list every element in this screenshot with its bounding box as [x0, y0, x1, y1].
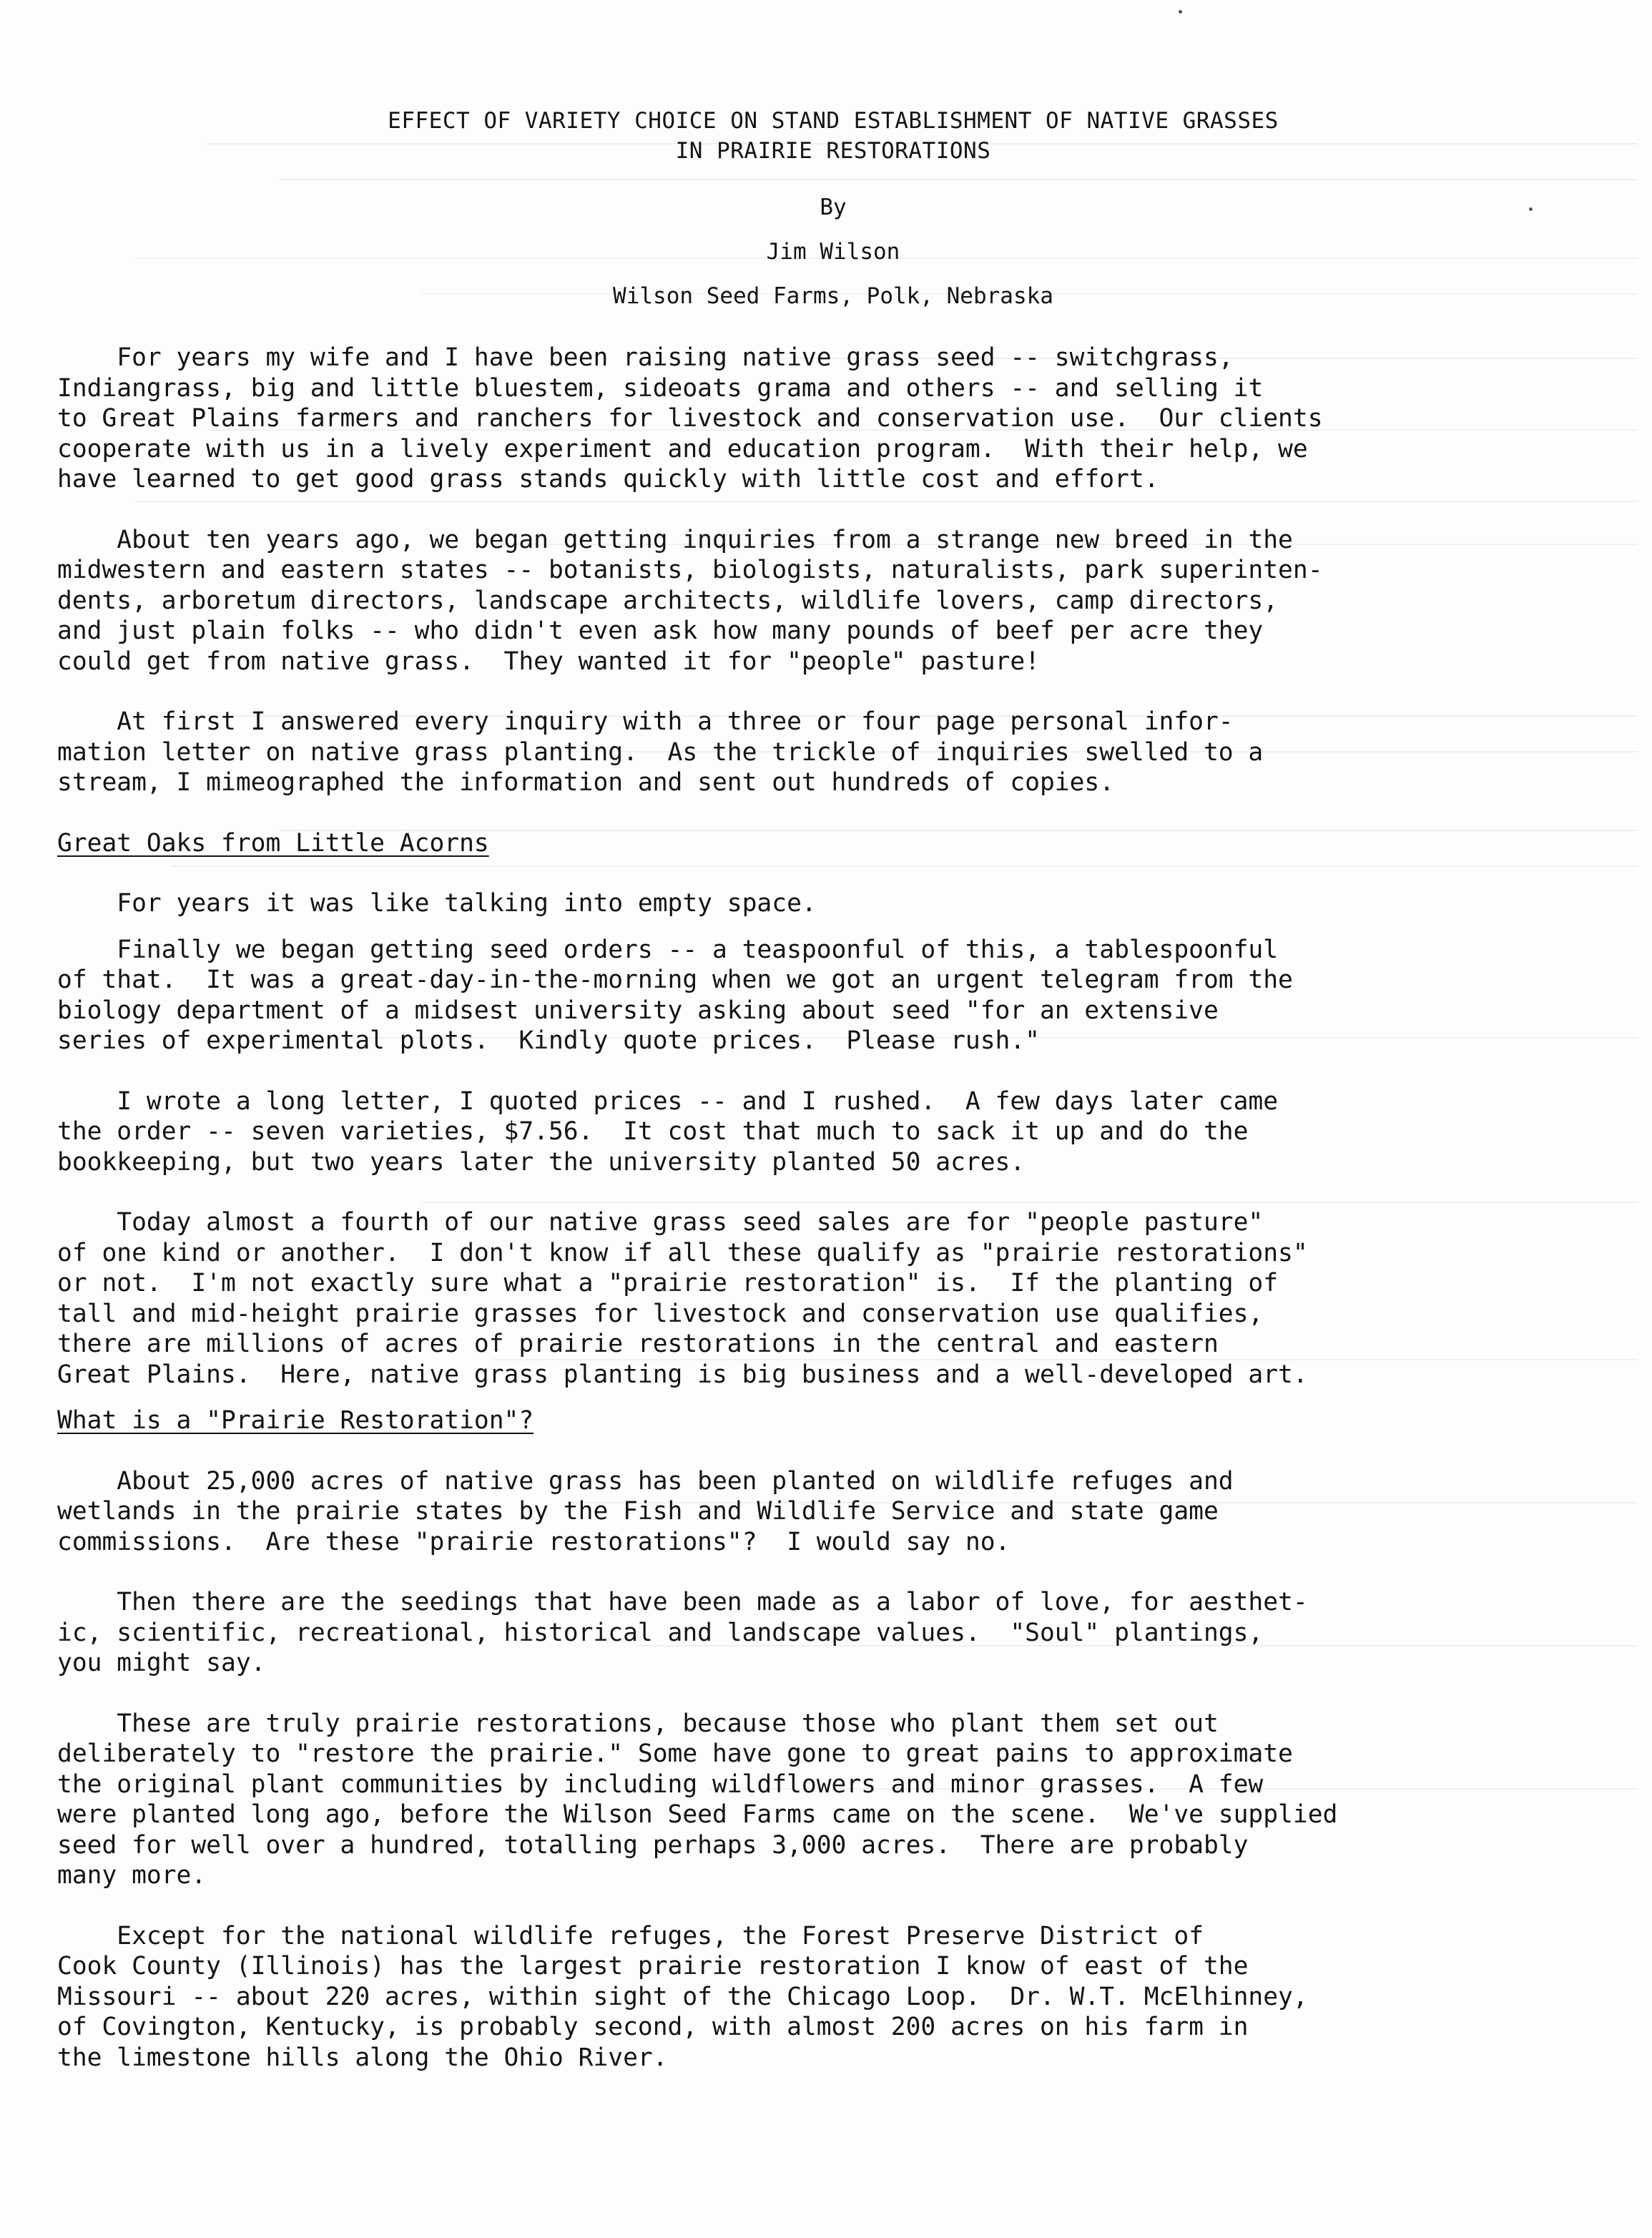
text-line: ic, scientific, recreational, historical and landscape values. "Soul" plantings, — [57, 1618, 1264, 1647]
scan-speck — [1179, 10, 1182, 14]
text-line: cooperate with us in a lively experiment and education program. With their help, we — [57, 434, 1308, 463]
text-line: midwestern and eastern states -- botanists, biologists, naturalists, park superinten- — [57, 556, 1323, 584]
paragraph — [57, 1921, 1609, 2073]
section-heading: Great Oaks from Little Acorns — [57, 828, 489, 858]
text-line: These are truly prairie restorations, because those who plant them set out — [57, 1709, 1219, 1738]
text-line: Great Plains. Here, native grass planting is big business and a well-developed art. — [57, 1360, 1308, 1389]
section-heading: What is a "Prairie Restoration"? — [57, 1406, 534, 1435]
text-line: About ten years ago, we began getting inquiries from a strange new breed in the — [57, 525, 1293, 554]
text-line: you might say. — [57, 1649, 266, 1677]
text-line: series of experimental plots. Kindly quote prices. Please rush." — [57, 1026, 1040, 1055]
document-body — [57, 106, 1609, 2073]
paragraph — [57, 1207, 1609, 1390]
paragraph — [57, 1709, 1609, 1891]
paragraph — [57, 1587, 1609, 1679]
text-line: At first I answered every inquiry with a three or four page personal infor- — [57, 707, 1234, 736]
byline — [57, 192, 1609, 311]
paragraph — [57, 935, 1609, 1056]
text-line: and just plain folks -- who didn't even ask how many pounds of beef per acre they — [57, 617, 1264, 645]
text-line: deliberately to "restore the prairie." Some have gone to great pains to approximate — [57, 1739, 1293, 1768]
text-line: I wrote a long letter, I quoted prices -- and I rushed. A few days later came — [57, 1086, 1279, 1116]
paragraph — [57, 1086, 1609, 1178]
by-label: By — [820, 195, 847, 220]
text-line: mation letter on native grass planting. As the trickle of inquiries swelled to a — [57, 737, 1264, 767]
title-line: EFFECT OF VARIETY CHOICE ON STAND ESTABLISHMENT OF NATIVE GRASSES — [388, 108, 1279, 134]
text-line: Then there are the seedings that have been made as a labor of love, for aesthet- — [57, 1588, 1308, 1616]
text-line: About 25,000 acres of native grass has been planted on wildlife refuges and — [57, 1466, 1234, 1496]
text-line: Missouri -- about 220 acres, within sight of the Chicago Loop. Dr. W.T. McElhinney, — [57, 1982, 1308, 2011]
title-line: IN PRAIRIE RESTORATIONS — [675, 138, 991, 164]
text-line: to Great Plains farmers and ranchers for livestock and conservation use. Our clients — [57, 404, 1323, 433]
text-line: commissions. Are these "prairie restorations"? I would say no. — [57, 1527, 1011, 1556]
text-line: of one kind or another. I don't know if all these qualify as "prairie restorations" — [57, 1238, 1308, 1267]
text-line: of Covington, Kentucky, is probably second, with almost 200 acres on his farm in — [57, 2013, 1249, 2041]
text-line: dents, arboretum directors, landscape architects, wildlife lovers, camp directors, — [57, 586, 1279, 615]
text-line: Today almost a fourth of our native grass seed sales are for "people pasture" — [57, 1208, 1264, 1237]
author-name: Jim Wilson — [766, 239, 900, 265]
text-line: were planted long ago, before the Wilson Seed Farms came on the scene. We've supplied — [57, 1800, 1338, 1829]
text-line: many more. — [57, 1861, 207, 1890]
text-line: Indiangrass, big and little bluestem, sideoats grama and others -- and selling it — [57, 373, 1264, 403]
text-line: have learned to get good grass stands quickly with little cost and effort. — [57, 465, 1159, 494]
text-line: of that. It was a great-day-in-the-morning when we got an urgent telegram from the — [57, 966, 1293, 994]
text-line: For years it was like talking into empty space. — [57, 889, 817, 918]
text-line: stream, I mimeographed the information and sent out hundreds of copies. — [57, 768, 1115, 797]
text-line: Cook County (Illinois) has the largest prairie restoration I know of east of the — [57, 1952, 1249, 1981]
author-affiliation: Wilson Seed Farms, Polk, Nebraska — [613, 283, 1053, 309]
text-line: there are millions of acres of prairie restorations in the central and eastern — [57, 1330, 1219, 1358]
text-line: For years my wife and I have been raising native grass seed -- switchgrass, — [57, 343, 1234, 372]
text-line: bookkeeping, but two years later the university planted 50 acres. — [57, 1147, 1026, 1177]
text-line: the limestone hills along the Ohio River. — [57, 2043, 668, 2072]
paragraph — [57, 1466, 1609, 1558]
text-line: could get from native grass. They wanted it for "people" pasture! — [57, 647, 1040, 676]
document-title — [57, 106, 1609, 166]
text-line: Except for the national wildlife refuges, the Forest Preserve District of — [57, 1921, 1204, 1950]
text-line: or not. I'm not exactly sure what a "prairie restoration" is. If the planting of — [57, 1269, 1279, 1297]
paragraph — [57, 343, 1609, 495]
text-line: Finally we began getting seed orders -- a teaspoonful of this, a tablespoonful — [57, 935, 1279, 964]
text-line: wetlands in the prairie states by the Fish and Wildlife Service and state game — [57, 1497, 1219, 1526]
paragraph — [57, 525, 1609, 677]
text-line: biology department of a midsest university asking about seed "for an extensive — [57, 996, 1219, 1025]
text-line: tall and mid-height prairie grasses for livestock and conservation use qualifies, — [57, 1299, 1264, 1328]
text-line: the original plant communities by including wildflowers and minor grasses. A few — [57, 1770, 1264, 1799]
paragraph — [57, 888, 1609, 919]
paragraph — [57, 707, 1609, 798]
text-line: seed for well over a hundred, totalling perhaps 3,000 acres. There are probably — [57, 1830, 1249, 1860]
text-line: the order -- seven varieties, $7.56. It cost that much to sack it up and do the — [57, 1117, 1249, 1146]
